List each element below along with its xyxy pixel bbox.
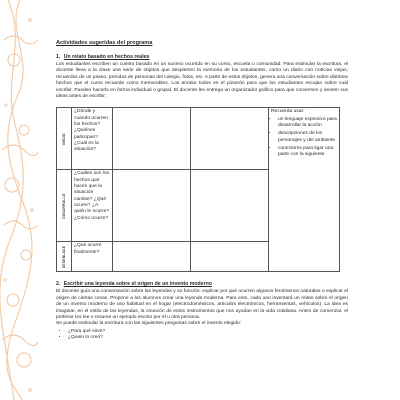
organizer-row-label: DESENLACE [57, 242, 72, 272]
organizer-answer-cell [191, 170, 269, 242]
section-1-title-text: Un relato basado en hechos reales [63, 54, 150, 60]
organizer-row-label: INICIO [57, 108, 72, 170]
section-1-paragraph: Los estudiantes escriben un cuento basado en un suceso ocurrido en su curso, escuela o comunidad. Para estimular la escritura, el docente lleva a la clase una serie de objetos que despierten la memoria de los estudiantes, como un diario con noticias viejas, recuerdos de un paseo, prendas de personas del colegio, fotos, etc. A partir de estos objetos, genera una conversación sobre distintos hechos que el curso recuerde como memorables. Los anotan todos en el pizarrón para que los estudiantes escojan sobre cuál escribir. Pueden hacerlo en forma individual o grupal. El docente les entrega un organizador gráfico para que conversen y anoten sus ideas antes de escribir: [56, 62, 348, 100]
section-2 [56, 281, 348, 341]
section-2-closing: Se puede estimular la escritura con las siguientes preguntas sobre el invento elegido: [56, 321, 242, 327]
organizer-row-inicio [57, 108, 340, 170]
section-2-title [56, 281, 348, 287]
document-page [56, 40, 348, 342]
section-2-paragraph: El docente guía una conversación sobre las leyendas y su función: explicar por qué ocurren algunos fenómenos naturales o explicar el origen de ciertas cosas. Propone a los alumnos crear una leyenda moderna. Para esto, cada uno inventará un relato sobre el origen de un invento moderno de uso habitual en el hogar (electrodomésticos, artículos electrónicos, herramientas, vehículos). La idea es imaginar, en el estilo de las leyendas, la creación de estos instrumentos que nos ayudan en la vida cotidiana. Antes de comenzar, el profesor les lee o resume un ejemplo escrito por él u otra persona. [56, 289, 348, 321]
section-2-number: 2. [56, 281, 61, 288]
section-1-number: 1. [56, 54, 61, 60]
organizer-answer-cell [191, 242, 269, 272]
reminder-item: • conectores para ligar una parte con la siguiente [278, 146, 337, 159]
section-2-question-list [56, 329, 348, 342]
organizer-answer-cell [191, 108, 269, 170]
organizer-reminder-cell [269, 108, 340, 272]
organizer-answer-cell [113, 108, 191, 170]
list-item: • ¿Para qué sirve? [68, 329, 348, 335]
organizer-question: ¿Dónde y cuando ocurren los hechos? ¿Quiénes participan? ¿Cuál es la situación? [72, 108, 113, 170]
organizer-question: ¿Qué ocurre finalmente? [72, 242, 113, 272]
reminder-title: Recuerda usar: [271, 109, 305, 115]
page-heading: Actividades sugeridas del programa [56, 40, 153, 46]
reminder-list [271, 117, 337, 159]
decorative-swirl-border [0, 0, 40, 400]
organizer-answer-cell [113, 242, 191, 272]
organizer-answer-cell [113, 170, 191, 242]
graphic-organizer-table [56, 107, 340, 272]
reminder-item: • un lenguaje expresivo para desarrollar la acción [278, 117, 337, 130]
section-2-title-text: Escribir una leyenda sobre el origen de un invento moderno [63, 281, 212, 288]
organizer-row-label: DESARROLLO [57, 170, 72, 242]
reminder-item: • descripciones de los personajes y del ambiente [278, 131, 337, 144]
organizer-question: ¿Cuáles son los hechos que hacen que la situación cambie? ¿Qué ocurre? ¿A quién le ocurre? ¿Cómo ocurre? [72, 170, 113, 242]
section-1-title [56, 54, 348, 60]
list-item: • ¿Quién lo creó? [68, 335, 348, 341]
